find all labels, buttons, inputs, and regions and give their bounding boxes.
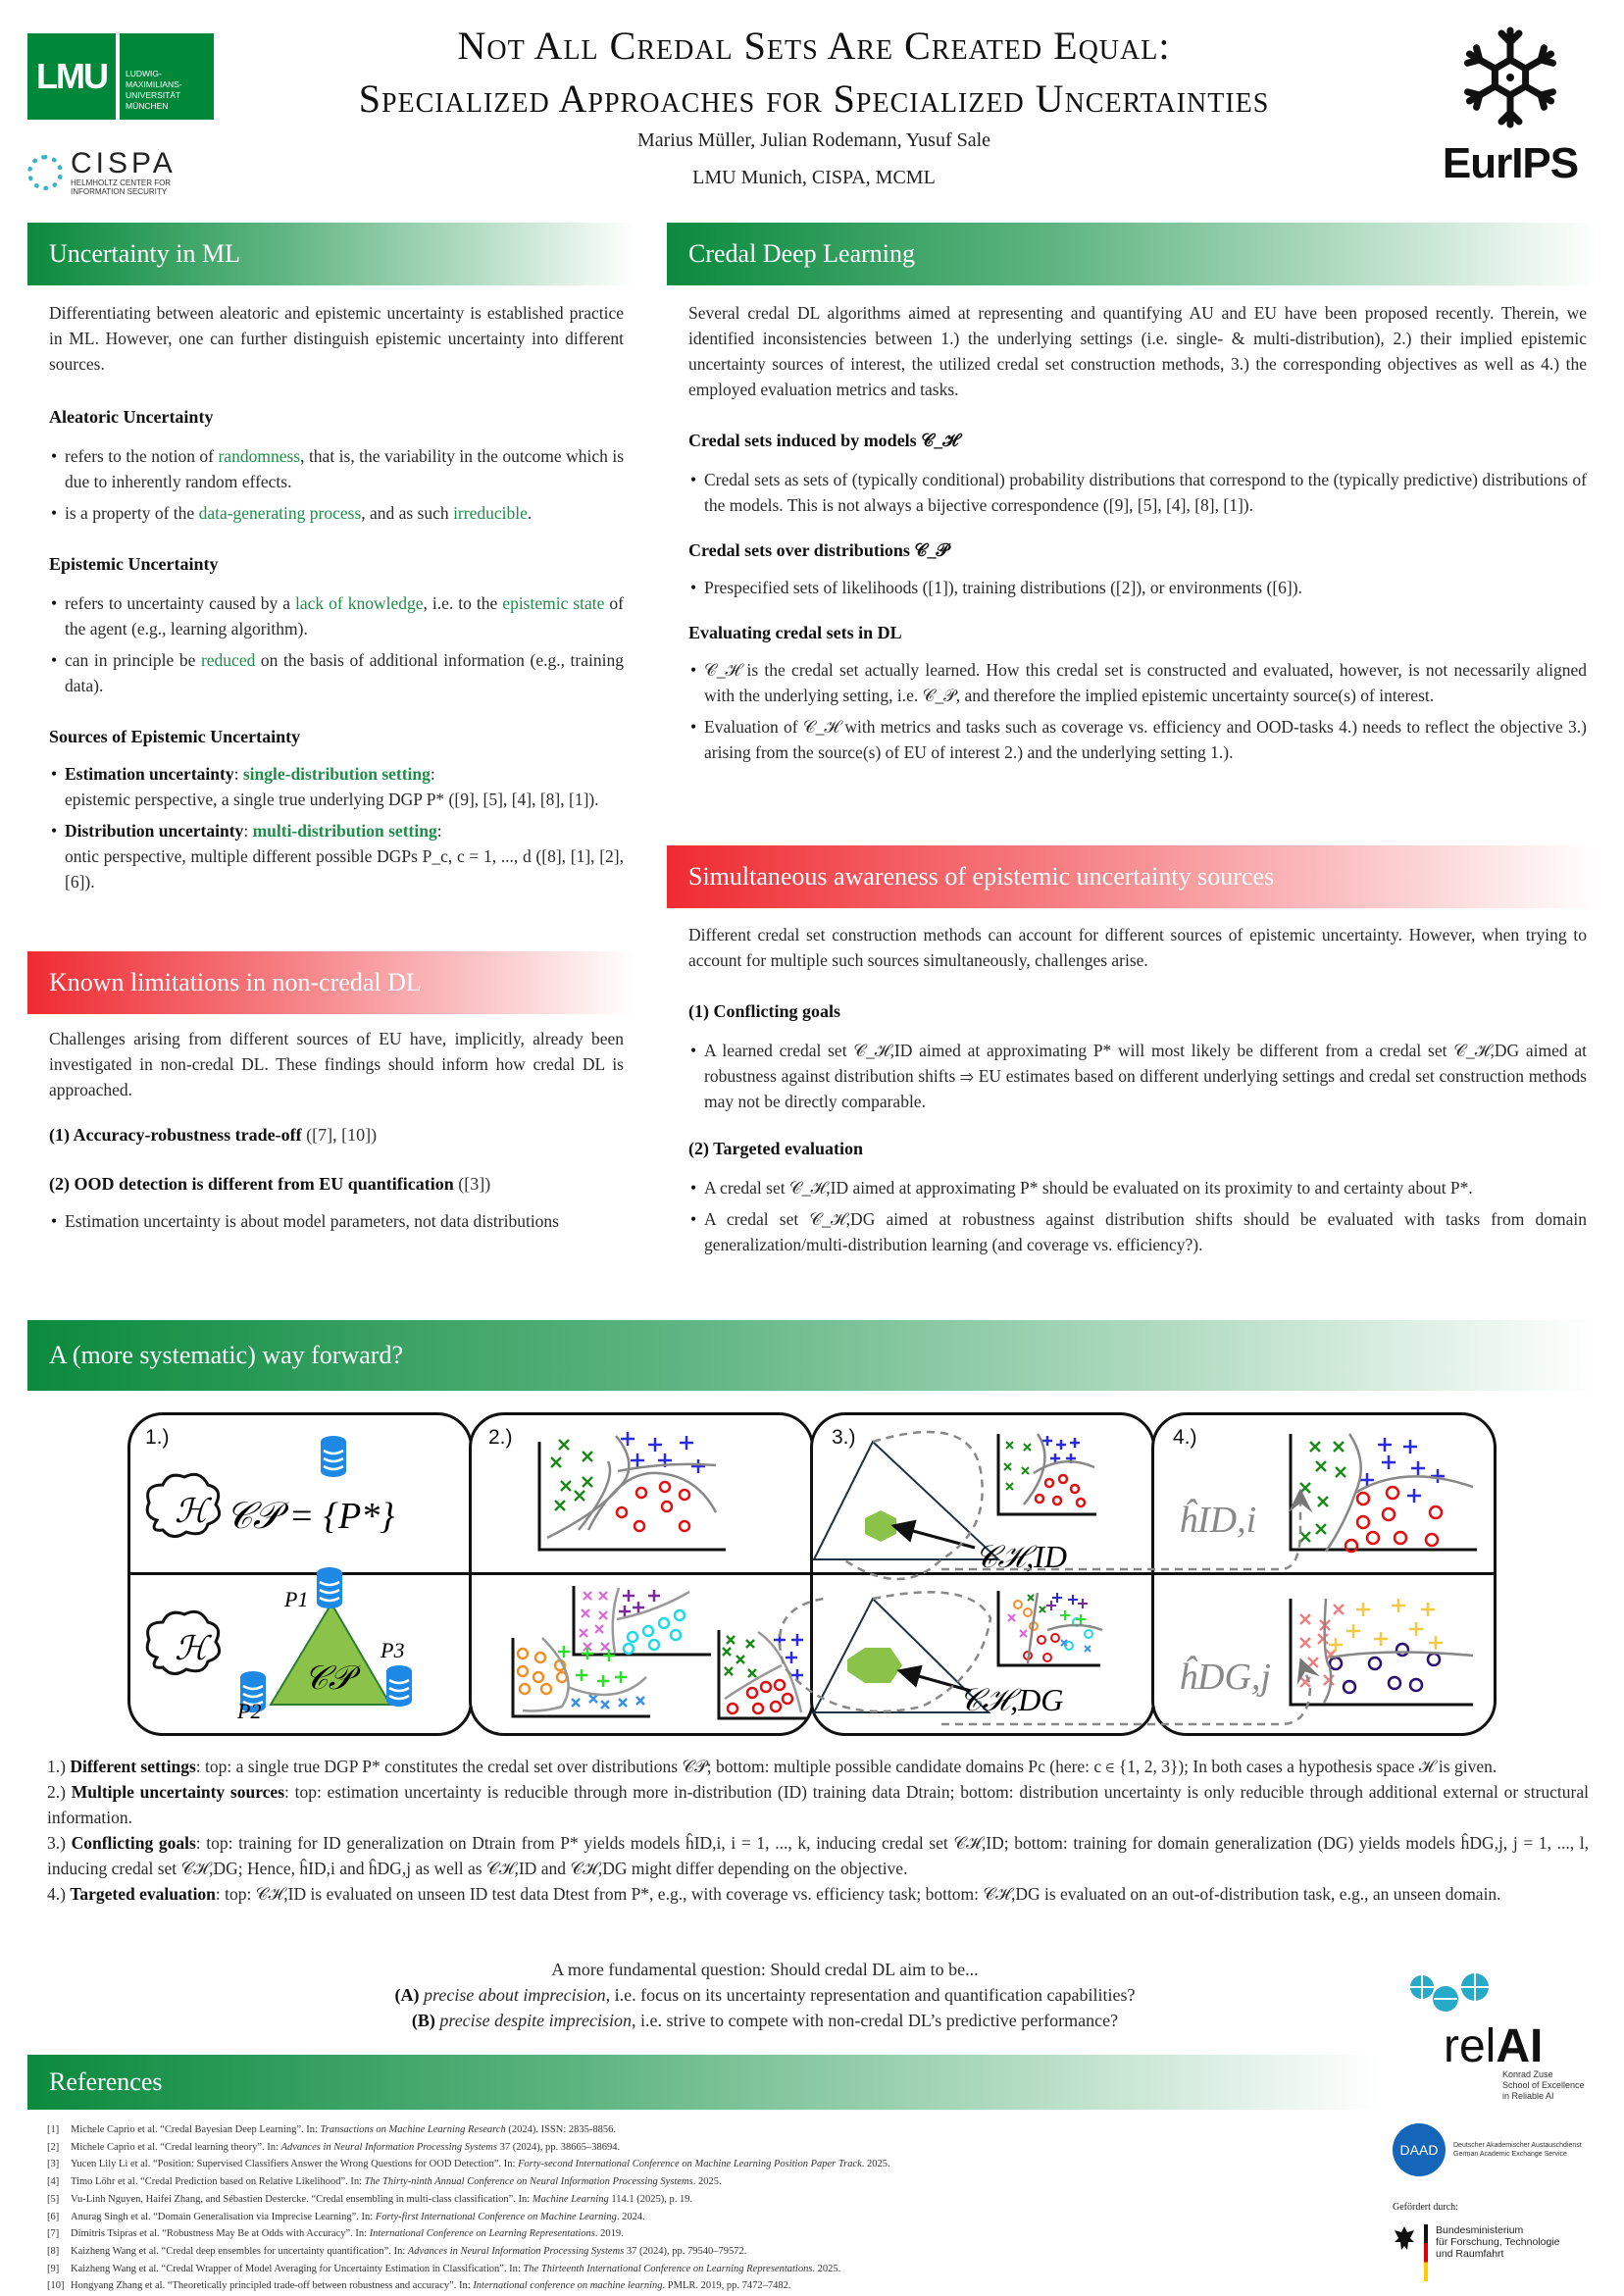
credal-set-dg bbox=[847, 1648, 902, 1683]
overview-figure bbox=[127, 1412, 1500, 1736]
arrow bbox=[902, 1528, 975, 1548]
reference-item: [4] Timo Löhr et al. “Credal Prediction based on Relative Likelihood”. In: The Thirty-ninth Annual Conference on Neural Information Processing Systems. 2025. bbox=[47, 2176, 722, 2188]
scatter-plot-domain-2 bbox=[513, 1638, 650, 1716]
cispa-logo-text: HELMHOLTZ CENTER FOR INFORMATION SECURITY bbox=[71, 179, 172, 196]
reference-item: [6] Anurag Singh et al. “Domain Generalisation via Imprecise Learning”. In: Forty-first International Conference on Machine Learning. 2024. bbox=[47, 2211, 645, 2222]
cispa-ring-icon bbox=[27, 155, 63, 190]
list-item: • Estimation uncertainty is about model parameters, not data distributions bbox=[65, 1208, 624, 1234]
cispa-logo bbox=[27, 145, 224, 200]
reference-item: [10] Hongyang Zhang et al. “Theoretically principled trade-off between robustness and accuracy”. In: International conference on machine learning. PMLR. 2019, pp. 7472–7482. bbox=[47, 2280, 791, 2292]
section-title: Credal Deep Learning bbox=[688, 239, 916, 268]
caption-item-3: 3.) Conflicting goals: top: training for ID generalization on Dtrain from P* yields models ĥID,i, i = 1, ..., k, inducing credal set 𝒞ℋ,ID; bottom: training for domain generalization (DG) yields models ĥDG,j, j = 1, ..., l, inducing credal set 𝒞ℋ,DG; Hence, ĥID,i and ĥDG,j as well as 𝒞ℋ,ID and 𝒞ℋ,DG might differ depending on the objective. bbox=[47, 1833, 1589, 1878]
hypothesis-symbol: ℋ bbox=[175, 1631, 208, 1667]
reference-item: [3] Yucen Lily Li et al. “Position: Supervised Classifiers Answer the Wrong Questions for OOD Detection”. In: Forty-second International Conference on Machine Learning Position Paper Track. 2025. bbox=[47, 2159, 890, 2170]
relai-wordmark: relAI bbox=[1444, 2020, 1544, 2072]
reference-item: [1] Michele Caprio et al. “Credal Bayesian Deep Learning”. In: Transactions on Machine Learning Research (2024). ISSN: 2835-8856. bbox=[47, 2124, 617, 2135]
ministry-logo bbox=[1393, 2202, 1618, 2281]
limitation-item-1: (1) Accuracy-robustness trade-off ([7], [10]) bbox=[49, 1125, 378, 1145]
section-header-way-forward bbox=[27, 1320, 1599, 1391]
caption-item-1: 1.) Different settings: top: a single true DGP P* constitutes the credal set over distributions 𝒞𝒫; bottom: multiple possible candidate domains Pc (here: c ∈ {1, 2, 3}); In both cases a hypothesis space ℋ is given. bbox=[47, 1757, 1497, 1776]
scatter-plot-domain-1 bbox=[574, 1586, 711, 1655]
conflicting-goals-heading: (1) Conflicting goals bbox=[688, 1001, 840, 1021]
reference-item: [2] Michele Caprio et al. “Credal learning theory”. In: Advances in Neural Information Processing Systems 37 (2024), pp. 38665–38694. bbox=[47, 2141, 621, 2153]
hypothesis-symbol: ℋ bbox=[175, 1494, 208, 1530]
relai-logo bbox=[1393, 1971, 1618, 2102]
list-item: • A credal set 𝒞_ℋ,ID aimed at approximating P* should be evaluated on its proximity to and certainty about P*. bbox=[704, 1175, 1587, 1200]
funded-by-label: Gefördert durch: bbox=[1393, 2202, 1458, 2213]
eurips-logo bbox=[1412, 24, 1608, 190]
sources-heading: Sources of Epistemic Uncertainty bbox=[49, 727, 301, 746]
credal-set-dg-label: 𝒞ℋ,DG bbox=[959, 1682, 1064, 1717]
database-icon bbox=[321, 1436, 346, 1477]
eurips-logo-text: EurIPS bbox=[1442, 139, 1579, 187]
section-title: Uncertainty in ML bbox=[49, 239, 240, 268]
section-title: A (more systematic) way forward? bbox=[49, 1341, 403, 1369]
section-header-credal-dl bbox=[667, 223, 1599, 285]
section-title: Simultaneous awareness of epistemic uncertainty sources bbox=[688, 862, 1275, 891]
cp-equation: 𝒞𝒫 = {P*} bbox=[226, 1496, 395, 1537]
figure-caption bbox=[47, 1754, 1589, 1907]
ministry-name: Bundesministerium für Forschung, Technologie und Raumfahrt bbox=[1436, 2224, 1560, 2260]
section-header-uncertainty-ml bbox=[27, 223, 635, 285]
h-id-label: ĥID,i bbox=[1179, 1500, 1257, 1541]
list-item: • Estimation uncertainty: single-distribution setting: epistemic perspective, a single true underlying DGP P* ([9], [5], [4], [8], [1]). bbox=[65, 761, 624, 812]
panel-label-3: 3.) bbox=[832, 1426, 856, 1449]
database-icon bbox=[386, 1665, 412, 1707]
cp-symbol: 𝒞𝒫 bbox=[304, 1660, 353, 1697]
vertex-label-p3: P3 bbox=[381, 1638, 405, 1662]
vertex-label-p2: P2 bbox=[237, 1699, 262, 1723]
daad-text: Deutscher Akademischer Austauschdienst German Academic Exchange Service bbox=[1453, 2142, 1582, 2158]
poster-title-line1: Not All Credal Sets Are Created Equal: bbox=[457, 24, 1171, 68]
list-item: • Evaluation of 𝒞_ℋ with metrics and tasks such as coverage vs. efficiency and OOD-tasks 4.) needs to reflect the objective 3.) arising from the source(s) of EU of interest 2.) and the underlying setting 1.). bbox=[704, 714, 1587, 765]
distributions-heading: Credal sets over distributions 𝒞_𝒫 bbox=[688, 540, 949, 560]
h-dg-label: ĥDG,j bbox=[1179, 1657, 1271, 1698]
panel-label-4: 4.) bbox=[1173, 1426, 1197, 1449]
evaluating-heading: Evaluating credal sets in DL bbox=[688, 623, 902, 642]
daad-logo bbox=[1393, 2123, 1618, 2176]
list-item: • Prespecified sets of likelihoods ([1]), training distributions ([2]), or environments ([6]). bbox=[704, 575, 1587, 600]
section-header-simultaneous bbox=[667, 845, 1599, 908]
affiliations: LMU Munich, CISPA, MCML bbox=[692, 167, 936, 188]
caption-item-2: 2.) Multiple uncertainty sources: top: estimation uncertainty is reducible through more in-distribution (ID) training data Dtrain; bottom: distribution uncertainty is only reducible through additional external or structural information. bbox=[47, 1782, 1589, 1827]
targeted-evaluation-heading: (2) Targeted evaluation bbox=[688, 1139, 863, 1158]
aleatoric-list bbox=[49, 443, 624, 526]
list-item: • A learned credal set 𝒞_ℋ,ID aimed at approximating P* will most likely be different from a credal set 𝒞_ℋ,DG aimed at robustness against distribution shifts ⇒ EU estimates based on different underlying settings and credal set construction methods may not be directly comparable. bbox=[704, 1038, 1587, 1114]
fundamental-question bbox=[294, 1957, 1236, 2033]
cispa-logo-mark: CISPA bbox=[71, 147, 177, 179]
database-icon bbox=[317, 1567, 342, 1608]
list-item: • 𝒞_ℋ is the credal set actually learned. How this credal set is constructed and evaluated, however, is not necessarily aligned with the underlying setting, i.e. 𝒞_𝒫, and therefore the implied epistemic uncertainty source(s) of interest. bbox=[704, 657, 1587, 708]
eagle-icon bbox=[1393, 2224, 1416, 2252]
references-list bbox=[47, 2121, 1371, 2295]
epistemic-heading: Epistemic Uncertainty bbox=[49, 554, 219, 574]
scatter-plot-eval-id bbox=[1291, 1434, 1477, 1552]
sources-list bbox=[49, 761, 624, 894]
question-lead: A more fundamental question: Should credal DL aim to be... bbox=[551, 1960, 979, 1979]
daad-mark: DAAD bbox=[1393, 2123, 1446, 2176]
snowflake-icon bbox=[1456, 24, 1564, 131]
list-item: • Distribution uncertainty: multi-distribution setting: ontic perspective, multiple different possible DGPs P_c, c = 1, ..., d ([8], [1], [2], [6]). bbox=[65, 818, 624, 894]
section-limitations bbox=[49, 1026, 624, 1240]
scatter-plot-eval-dg bbox=[1291, 1599, 1473, 1705]
dashed-boundary bbox=[843, 1432, 983, 1579]
sponsor-logos bbox=[1393, 1971, 1618, 2281]
scatter-plot-id bbox=[539, 1432, 726, 1550]
keyword-randomness: randomness bbox=[218, 446, 301, 466]
intro-paragraph: Differentiating between aleatoric and epistemic uncertainty is established practice in ML. However, one can further distinguish epistemic uncertainty into different sources. bbox=[49, 303, 624, 374]
lmu-logo-text: LUDWIG- MAXIMILIANS- UNIVERSITÄT MÜNCHEN bbox=[120, 33, 214, 120]
aleatoric-heading: Aleatoric Uncertainty bbox=[49, 407, 214, 427]
limitation-list bbox=[49, 1208, 624, 1234]
caption-item-4: 4.) Targeted evaluation: top: 𝒞ℋ,ID is evaluated on unseen ID test data Dtest from P*, e.g., with coverage vs. efficiency task; bottom: 𝒞ℋ,DG is evaluated on an out-of-distribution task, e.g., an unseen domain. bbox=[47, 1884, 1501, 1904]
scatter-plot-domain-3 bbox=[719, 1630, 807, 1718]
models-heading: Credal sets induced by models 𝒞_ℋ bbox=[688, 431, 959, 450]
lmu-logo bbox=[27, 33, 214, 120]
section-simultaneous bbox=[688, 922, 1587, 1263]
limitation-item-2: (2) OOD detection is different from EU quantification ([3]) bbox=[49, 1174, 491, 1194]
german-flag-bar bbox=[1424, 2224, 1428, 2281]
scatter-plot-id-small bbox=[998, 1434, 1096, 1514]
credal-set-id bbox=[865, 1510, 896, 1542]
intro-paragraph: Different credal set construction methods can account for different sources of epistemic uncertainty. However, when trying to account for multiple such sources simultaneously, challenges arise. bbox=[688, 925, 1587, 970]
credal-set-id-label: 𝒞ℋ,ID bbox=[975, 1539, 1067, 1574]
panel-label-2: 2.) bbox=[488, 1426, 513, 1449]
list-item: • Credal sets as sets of (typically conditional) probability distributions that correspond to the (typically predictive) distributions of the models. This is not always a bijective correspondence ([9], [5], [4], [8], [1]). bbox=[704, 467, 1587, 518]
lmu-logo-mark: LMU bbox=[27, 33, 116, 120]
panel-label-1: 1.) bbox=[145, 1426, 170, 1449]
reference-item: [8] Kaizheng Wang et al. “Credal deep ensembles for uncertainty quantification”. In: Advances in Neural Information Processing Systems 37 (2024), pp. 79540–79572. bbox=[47, 2245, 747, 2257]
section-credal-dl bbox=[688, 300, 1587, 771]
vertex-label-p1: P1 bbox=[284, 1587, 309, 1611]
section-uncertainty-ml bbox=[49, 300, 624, 900]
figure-drawing bbox=[127, 1412, 1500, 1736]
section-header-references bbox=[27, 2055, 1381, 2110]
section-title: Known limitations in non-credal DL bbox=[49, 968, 422, 996]
intro-paragraph: Several credal DL algorithms aimed at representing and quantifying AU and EU have been proposed recently. Therein, we identified inconsistencies between 1.) the underlying settings (i.e. single- & multi-distribution), 2.) their implied epistemic uncertainty sources of interest, the utilized credal set construction methods, 3.) the corresponding objectives as well as 4.) the employed evaluation metrics and tasks. bbox=[688, 303, 1587, 399]
epistemic-list bbox=[49, 590, 624, 698]
section-title: References bbox=[49, 2067, 163, 2096]
list-item: • is a property of the data-generating process, and as such irreducible. bbox=[65, 500, 624, 526]
reference-item: [7] Dimitris Tsipras et al. “Robustness May Be at Odds with Accuracy”. In: International Conference on Learning Representations. 2019. bbox=[47, 2228, 624, 2240]
reference-item: [5] Vu-Linh Nguyen, Haifei Zhang, and Sébastien Destercke. “Credal ensembling in multi-class classification”. In: Machine Learning 114.1 (2025), p. 19. bbox=[47, 2193, 693, 2205]
list-item: • A credal set 𝒞_ℋ,DG aimed at robustness against distribution shifts should be evaluated with tasks from domain generalization/multi-distribution learning (and coverage vs. efficiency?). bbox=[704, 1206, 1587, 1257]
poster-title-line2: Specialized Approaches for Specialized Uncertainties bbox=[358, 77, 1270, 121]
relai-mark-icon bbox=[1406, 1971, 1504, 2020]
relai-subtitle: Konrad Zuse School of Excellence in Reliable AI bbox=[1502, 2069, 1585, 2101]
question-option-b: (B) precise despite imprecision, i.e. strive to compete with non-credal DL’s predictive performance? bbox=[411, 2011, 1119, 2030]
section-header-limitations bbox=[27, 951, 635, 1014]
poster-title-block bbox=[216, 20, 1412, 192]
reference-item: [9] Kaizheng Wang et al. “Credal Wrapper of Model Averaging for Uncertainty Estimation in Classification”. In: The Thirteenth International Conference on Learning Representations. 2025. bbox=[47, 2263, 841, 2274]
scatter-plot-mixed bbox=[998, 1591, 1102, 1665]
list-item: • can in principle be reduced on the basis of additional information (e.g., training data). bbox=[65, 647, 624, 698]
list-item: • refers to uncertainty caused by a lack of knowledge, i.e. to the epistemic state of the agent (e.g., learning algorithm). bbox=[65, 590, 624, 641]
question-option-a: (A) precise about imprecision, i.e. focus on its uncertainty representation and quantification capabilities? bbox=[394, 1985, 1136, 2005]
list-item: • refers to the notion of randomness, that is, the variability in the outcome which is due to inherently random effects. bbox=[65, 443, 624, 494]
intro-paragraph: Challenges arising from different sources of EU have, implicitly, already been investigated in non-credal DL. These findings should inform how credal DL is approached. bbox=[49, 1029, 624, 1099]
simplex-triangle bbox=[814, 1442, 998, 1559]
authors: Marius Müller, Julian Rodemann, Yusuf Sale bbox=[636, 129, 991, 151]
